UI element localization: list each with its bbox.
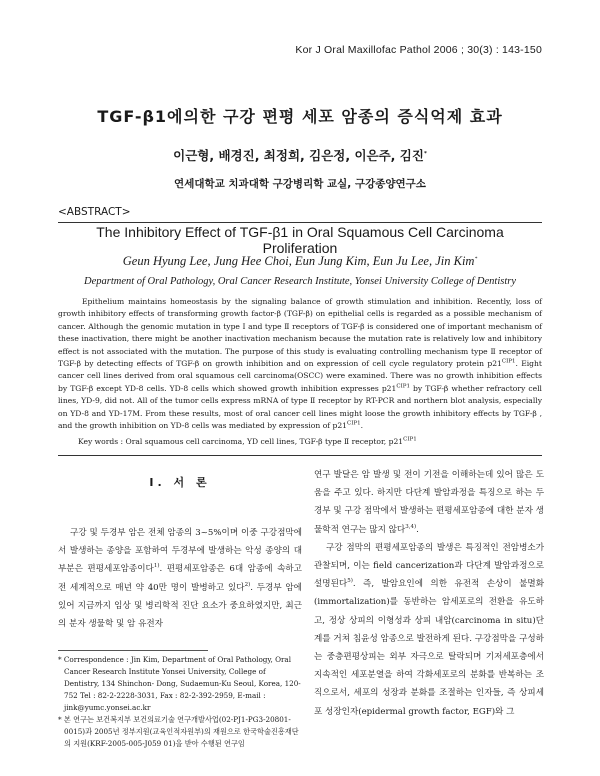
bottom-divider	[58, 455, 542, 456]
keywords-sup: CIP1	[403, 436, 417, 443]
english-authors	[0, 254, 600, 269]
citation: 1)	[153, 563, 160, 570]
funding-footnote: * 본 연구는 보건복지부 보건의료기술 연구개발사업(02-PJ1-PG3-20801-0015)과 2005년 정부지원(교육인적자원부)의 재원으로 한국학술진흥재단의 지원(KRF-2005-005-J059 01)을 받아 수행된 연구임	[58, 715, 299, 748]
abstract-sup-1: CIP1	[501, 358, 516, 365]
body-right-column	[314, 466, 544, 721]
abstract-text-2: . Eight cancer cell lines derived from oral squamous cell carcinoma(OSCC) were examined. There was no growth inhibition effects by TGF-β except YD-8 cells. YD-8 cells which showed growth inhibition expresses p21	[58, 359, 542, 393]
journal-reference: Kor J Oral Maxillofac Pathol 2006 ; 30(3) : 143-150	[295, 44, 542, 56]
body-text: . 편평세포암종은 6대 암종에 속하고 전 세계적으로 매년 약 40만 명이 발병하고 있다	[58, 564, 302, 593]
citation: 5)	[347, 578, 353, 585]
correspondence-footnote: * Correspondence : Jin Kim, Department of Oral Pathology, Oral Cancer Research Institute Yonsei University, College of Dentistry, 134 Shinchon- Dong, Sudaemun-Ku Seoul, Korea, 120-752 Tel : 82-2-2228-3031, Fax : 82-2-392-2959, E-mail : jink@yumc.yonsei.ac.kr	[58, 655, 301, 712]
korean-affiliation: 연세대학교 치과대학 구강병리학 교실, 구강종양연구소	[174, 178, 426, 190]
korean-authors	[0, 146, 600, 164]
abstract-label: <ABSTRACT>	[58, 206, 131, 218]
abstract-sup-3: CIP1	[347, 420, 361, 427]
korean-title: TGF-β1에의한 구강 편평 세포 암종의 증식억제 효과	[97, 107, 503, 126]
body-text: 구강 점막의 편평세포암종의 발생은 특징적인 전암병소가 관찰되며, 이는 field cancerization과 다단계 발암과정으로 설명된다	[314, 542, 544, 590]
body-text: . 즉, 발암요인에 의한 유전적 손상이 불멸화(immortalization)를 동반하는 암세포로의 전환을 유도하고, 정상 상피의 이형성과 상피 내암(carcinoma in situ)단계를 거쳐 침윤성 암종으로 발전하게 된다. 구강점막을 구성하는 중층편평상피는 외부 자극으로 탈락되며 기저세포층에서 지속적인 세포분열을 하여 각화세포로의 분화를 반복하는 조직으로서, 세포의 성장과 분화를 조절하는 인자들, 즉 상피세포 성장인자(epidermal growth factor, EGF)와 그	[314, 579, 544, 717]
top-divider	[58, 222, 542, 223]
section-heading-introduction: Ⅰ. 서 론	[149, 476, 211, 489]
body-paragraph	[314, 539, 544, 721]
abstract-sup-2: CIP1	[396, 383, 410, 390]
body-paragraph	[314, 466, 544, 539]
body-text: . 두경부 암에 있어 지금까지 임상 및 병리학적 진단 요소가 중요하였지만, 최근의 분자 생물학 및 암 유전자	[58, 582, 302, 630]
abstract-text-4: .	[360, 421, 364, 431]
corresponding-mark-en: *	[474, 255, 478, 262]
english-author-list: Geun Hyung Lee, Jung Hee Choi, Eun Jung Kim, Eun Ju Lee, Jin Kim	[122, 254, 475, 268]
corresponding-mark: *	[423, 150, 427, 157]
keywords-text: Key words : Oral squamous cell carcinoma, YD cell lines, TGF-β type Ⅱ receptor, p21	[78, 437, 404, 446]
english-affiliation: Department of Oral Pathology, Oral Cancer Research Institute, Yonsei University College of Dentistry	[83, 276, 516, 287]
body-text: .	[416, 524, 419, 535]
citation: 3,4)	[405, 523, 417, 530]
body-paragraph	[58, 524, 302, 633]
abstract-body	[58, 296, 542, 432]
body-left-column	[58, 524, 302, 633]
keywords	[78, 437, 538, 446]
korean-author-list: 이근형, 배경진, 최정희, 김은정, 이은주, 김진	[173, 148, 424, 163]
abstract-text-1: Epithelium maintains homeostasis by the signaling balance of growth stimulation and inhibition. Recently, loss of growth inhibitory effects of transforming growth factor-β (TGF-β) on epithelial cells is regarded as a possible mechanism of cancer. Although the genomic mutation in type I and type Ⅱ receptors of TGF-β is considered one of important mechanism of these inactivation, there might be another inactivation mechanism because the mutation rate is relatively low and inhibitory effect is not associated with the mutation. The purpose of this study is evaluating controlling mechanism type Ⅱ receptor of TGF-β by detecting effects of TGF-β on growth inhibition and on expression of cell cycle regulatory protein p21	[58, 297, 542, 369]
english-title: The Inhibitory Effect of TGF-β1 in Oral Squamous Cell Carcinoma Proliferation	[96, 224, 504, 256]
citation: 2)	[244, 581, 251, 588]
abstract-text-3: by TGF-β whether refractory cell lines, YD-9, did not. All of the tumor cells express mRNA of type Ⅱ receptor by RT-PCR and northern blot analysis, especially on YD-8 and YD-17M. From these results, most of oral cancer cell lines might loose the growth inhibitory effects by TGF-β , and the growth inhibition on YD-8 cells was mediated by expression of p21	[58, 383, 542, 431]
body-text: 연구 발달은 암 발생 및 전이 기전을 이해하는데 있어 많은 도움을 주고 있다. 하지만 다단계 발암과정을 특징으로 하는 두경부 및 구강 점막에서 발생하는 편평세포암종에 대한 분자 생물학적 연구는 많지 않다	[314, 470, 544, 535]
footnote-divider	[58, 650, 208, 651]
body-text: 구강 및 두경부 암은 전체 암종의 3~5%이며 이중 구강점막에서 발생하는 종양을 포함하여 두경부에 발생하는 악성 종양의 대부분은 편평세포암종이다	[58, 528, 302, 575]
footnotes	[58, 654, 302, 750]
